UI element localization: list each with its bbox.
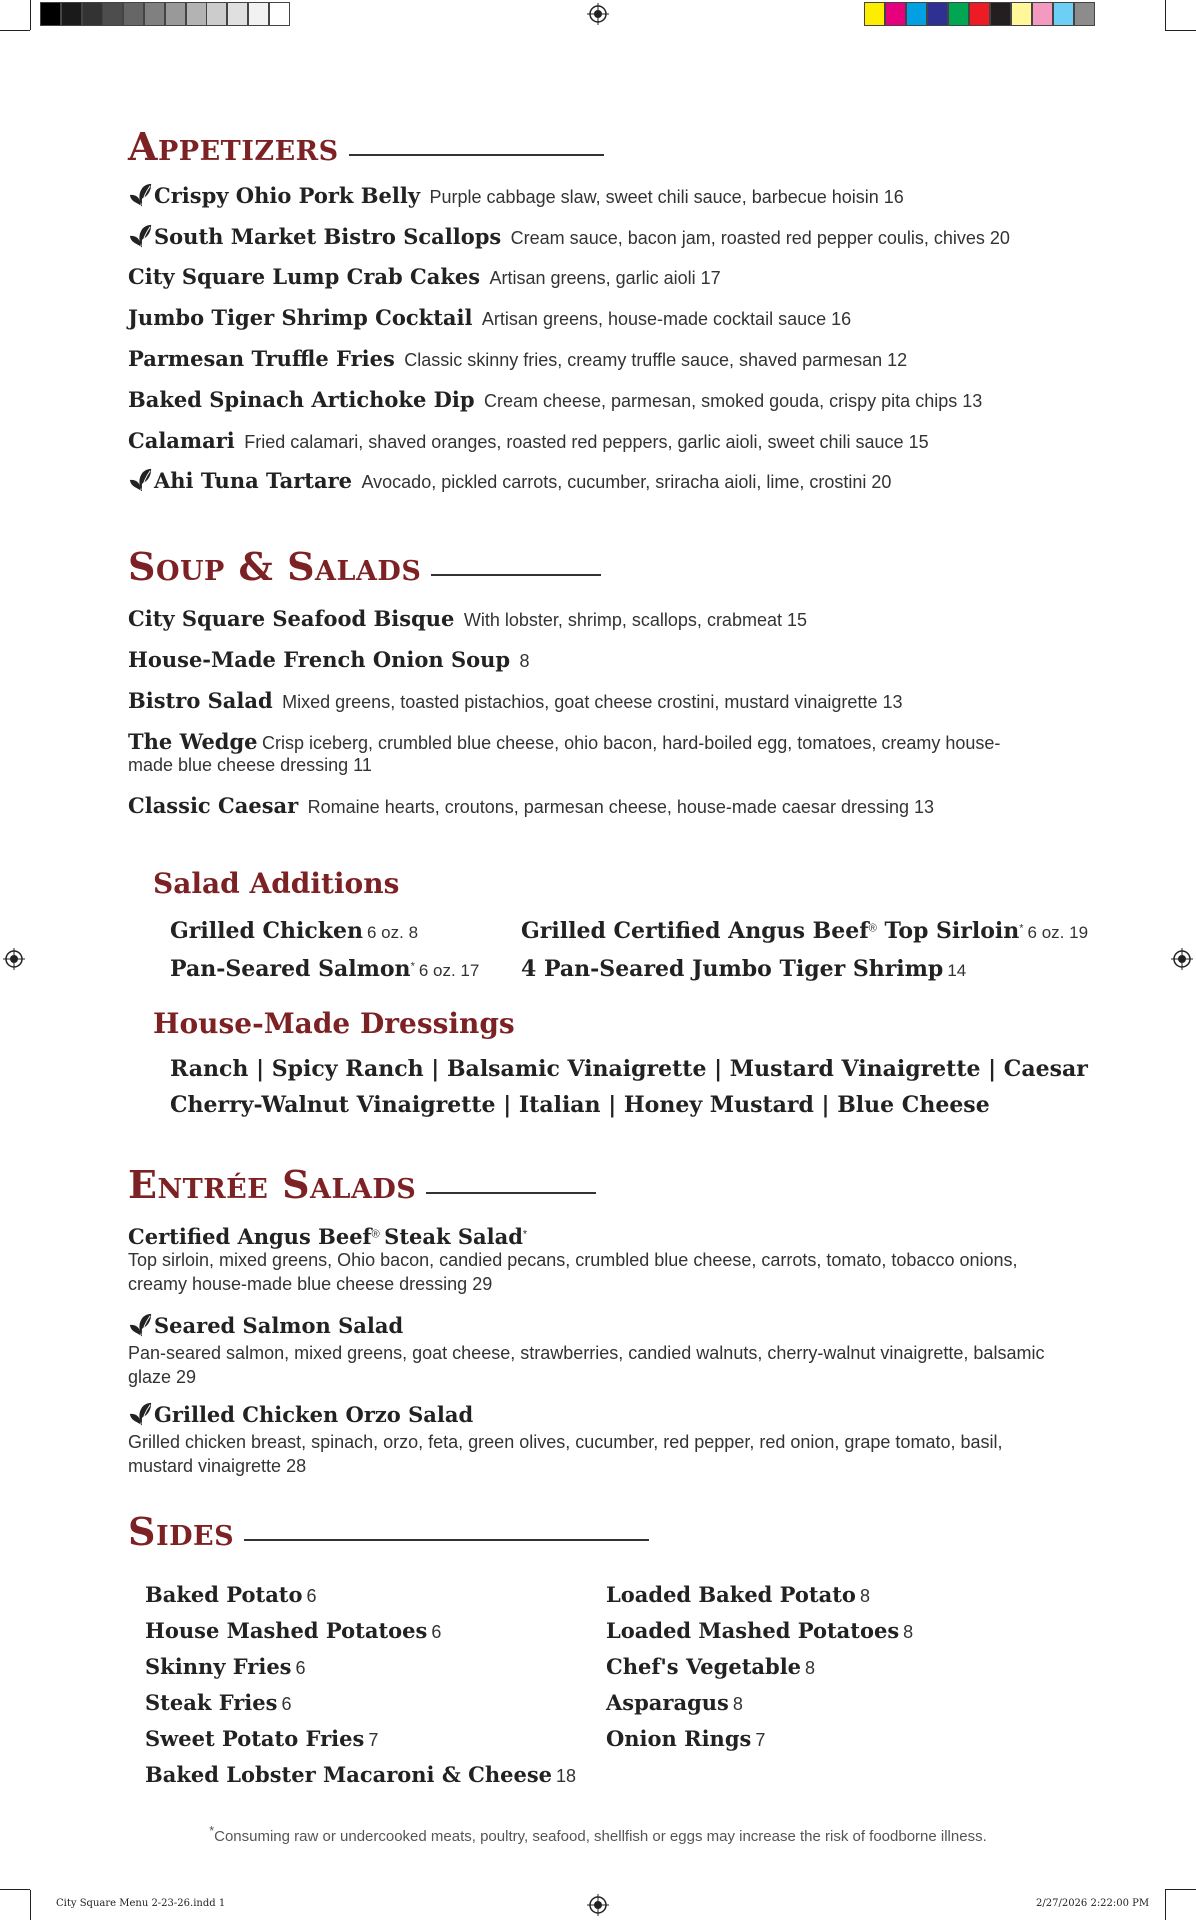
menu-item	[128, 428, 929, 454]
item-name: Certified Angus Beef	[128, 1224, 372, 1249]
entree-item	[128, 1224, 1058, 1296]
crop-mark	[30, 0, 31, 30]
item-name: Asparagus	[606, 1690, 729, 1715]
divider	[426, 1192, 596, 1194]
item-description: Cream cheese, parmesan, smoked gouda, crispy pita chips 13	[483, 391, 983, 411]
color-swatch	[123, 2, 144, 26]
section-title: Appetizers	[128, 124, 339, 169]
item-name: Crispy Ohio Pork Belly	[154, 183, 421, 208]
side-item	[145, 1656, 306, 1678]
item-price: 6	[295, 1658, 306, 1678]
crop-mark	[30, 1890, 31, 1920]
slug-timestamp: 2/27/2026 2:22:00 PM	[1036, 1898, 1150, 1909]
crop-mark	[1165, 30, 1196, 31]
color-swatch	[1032, 2, 1053, 26]
item-description: Artisan greens, garlic aioli 17	[489, 268, 721, 288]
item-price: 8	[903, 1622, 914, 1642]
item-description: 8	[519, 651, 530, 671]
color-swatch	[102, 2, 123, 26]
menu-item	[128, 264, 721, 290]
side-item	[145, 1728, 378, 1750]
side-item	[606, 1620, 913, 1642]
item-name: Baked Spinach Artichoke Dip	[128, 387, 475, 412]
side-item	[145, 1764, 576, 1786]
color-swatch	[206, 2, 227, 26]
menu-item	[128, 606, 807, 632]
addition-item: 4 Pan-Seared Jumbo Tiger Shrimp 14	[521, 956, 967, 982]
registration-mark-icon	[587, 1894, 609, 1916]
dressings-line: Cherry-Walnut Vinaigrette | Italian | Honey Mustard | Blue Cheese	[170, 1092, 990, 1118]
item-description: Grilled chicken breast, spinach, orzo, feta, green olives, cucumber, red pepper, red onion, grape tomato, basil, mustard vinaigrette 28	[128, 1432, 1003, 1476]
item-description: Avocado, pickled carrots, cucumber, sriracha aioli, lime, crostini 20	[361, 472, 892, 492]
addition-item: Grilled Chicken 6 oz. 8	[170, 918, 419, 944]
item-description: With lobster, shrimp, scallops, crabmeat 15	[463, 610, 807, 630]
item-name: Calamari	[128, 428, 235, 453]
item-price: 8	[805, 1658, 816, 1678]
item-name: Ahi Tuna Tartare	[154, 468, 353, 493]
menu-item	[128, 468, 891, 497]
leaf-icon	[128, 1402, 154, 1431]
color-swatch	[61, 2, 82, 26]
dressings-line: Ranch | Spicy Ranch | Balsamic Vinaigrette | Mustard Vinaigrette | Caesar	[170, 1056, 1088, 1082]
item-description: Mixed greens, toasted pistachios, goat cheese crostini, mustard vinaigrette 13	[282, 692, 903, 712]
side-item	[606, 1584, 870, 1606]
asterisk: *	[522, 1228, 528, 1241]
appetizers-heading	[128, 124, 604, 169]
menu-item	[128, 224, 1010, 253]
item-name: Chef's Vegetable	[606, 1654, 802, 1679]
soups-heading	[128, 544, 601, 589]
leaf-icon	[128, 183, 154, 212]
color-swatch	[990, 2, 1011, 26]
color-swatch	[927, 2, 948, 26]
addition-item: Grilled Certified Angus Beef® Top Sirloin* 6 oz. 19	[521, 918, 1089, 944]
color-swatch	[186, 2, 207, 26]
item-description: Top sirloin, mixed greens, Ohio bacon, candied pecans, crumbled blue cheese, carrots, tomato, tobacco onions, creamy house-made blue cheese dressing 29	[128, 1250, 1018, 1294]
divider	[349, 154, 604, 156]
menu-item	[128, 305, 851, 331]
color-swatch	[227, 2, 248, 26]
crop-mark	[1165, 1890, 1166, 1920]
divider	[244, 1539, 649, 1541]
item-description: Classic skinny fries, creamy truffle sauce, shaved parmesan 12	[404, 350, 908, 370]
section-title: Soup & Salads	[128, 544, 422, 589]
side-item	[145, 1584, 317, 1606]
item-name: Steak Salad	[384, 1224, 523, 1249]
item-name: House-Made French Onion Soup	[128, 647, 511, 672]
item-description: Pan-seared salmon, mixed greens, goat cheese, strawberries, candied walnuts, cherry-walnut vinaigrette, balsamic glaze 29	[128, 1343, 1045, 1387]
color-swatch	[40, 2, 61, 26]
salad-additions-heading: Salad Additions	[153, 867, 400, 900]
item-description: Crisp iceberg, crumbled blue cheese, ohio bacon, hard-boiled egg, tomatoes, creamy house-made blue cheese dressing 11	[128, 733, 1001, 775]
item-price: 7	[368, 1730, 379, 1750]
menu-item	[128, 647, 530, 673]
item-name: Grilled Chicken Orzo Salad	[154, 1402, 474, 1427]
menu-item	[128, 729, 1028, 776]
item-price: 8	[859, 1586, 870, 1606]
item-description: Fried calamari, shaved oranges, roasted red peppers, garlic aioli, sweet chili sauce 15	[244, 432, 929, 452]
item-name: Classic Caesar	[128, 793, 299, 818]
item-name: Loaded Baked Potato	[606, 1582, 856, 1607]
item-description: Purple cabbage slaw, sweet chili sauce, barbecue hoisin 16	[429, 187, 904, 207]
item-price: 18	[556, 1766, 577, 1786]
entrees-heading	[128, 1162, 596, 1207]
disclaimer: *Consuming raw or undercooked meats, poultry, seafood, shellfish or eggs may increase the risk of foodborne illness.	[209, 1824, 987, 1845]
item-price: 6	[431, 1622, 442, 1642]
section-title: Entrée Salads	[128, 1162, 417, 1207]
item-name: City Square Lump Crab Cakes	[128, 264, 481, 289]
color-swatch	[948, 2, 969, 26]
entree-item	[128, 1313, 1058, 1389]
leaf-icon	[128, 1313, 154, 1342]
color-swatch	[864, 2, 885, 26]
item-name: Parmesan Truffle Fries	[128, 346, 395, 371]
item-name: House Mashed Potatoes	[145, 1618, 428, 1643]
crop-mark	[1165, 1889, 1196, 1890]
item-name: Jumbo Tiger Shrimp Cocktail	[128, 305, 473, 330]
item-name: Bistro Salad	[128, 688, 273, 713]
registration-mark-icon	[587, 3, 609, 25]
item-price: 6	[281, 1694, 292, 1714]
color-swatch	[82, 2, 103, 26]
registration-mark-icon	[1171, 948, 1193, 970]
side-item	[606, 1728, 765, 1750]
color-swatch	[1011, 2, 1032, 26]
registered-mark: ®	[371, 1228, 380, 1241]
menu-item	[128, 387, 982, 413]
color-swatch	[1074, 2, 1095, 26]
menu-item	[128, 688, 902, 714]
divider	[431, 574, 601, 576]
item-name: Baked Lobster Macaroni & Cheese	[145, 1762, 553, 1787]
item-name: City Square Seafood Bisque	[128, 606, 455, 631]
item-name: South Market Bistro Scallops	[154, 224, 502, 249]
item-name: Loaded Mashed Potatoes	[606, 1618, 900, 1643]
color-swatch	[165, 2, 186, 26]
item-price: 6	[306, 1586, 317, 1606]
menu-item	[128, 183, 904, 212]
item-name: Skinny Fries	[145, 1654, 292, 1679]
leaf-icon	[128, 224, 154, 253]
crop-mark	[1165, 0, 1166, 30]
item-name: Seared Salmon Salad	[154, 1313, 404, 1338]
side-item	[145, 1692, 291, 1714]
entree-item	[128, 1402, 1058, 1478]
crop-mark	[0, 30, 30, 31]
item-description: Cream sauce, bacon jam, roasted red pepper coulis, chives 20	[510, 228, 1010, 248]
color-swatch	[144, 2, 165, 26]
side-item	[145, 1620, 441, 1642]
color-swatch	[1053, 2, 1074, 26]
color-swatch	[906, 2, 927, 26]
item-price: 8	[732, 1694, 743, 1714]
item-name: Onion Rings	[606, 1726, 752, 1751]
crop-mark	[0, 1889, 30, 1890]
color-swatch	[969, 2, 990, 26]
section-title: Sides	[128, 1509, 235, 1554]
color-swatch	[885, 2, 906, 26]
side-item	[606, 1656, 815, 1678]
item-description: Romaine hearts, croutons, parmesan cheese, house-made caesar dressing 13	[307, 797, 934, 817]
item-name: Baked Potato	[145, 1582, 303, 1607]
registration-mark-icon	[3, 948, 25, 970]
dressings-heading: House-Made Dressings	[153, 1007, 515, 1040]
leaf-icon	[128, 468, 154, 497]
menu-item	[128, 793, 934, 819]
slug-filename: City Square Menu 2-23-26.indd 1	[56, 1898, 226, 1909]
item-name: The Wedge	[128, 729, 258, 754]
color-swatch	[269, 2, 290, 26]
sides-heading	[128, 1509, 649, 1554]
item-name: Sweet Potato Fries	[145, 1726, 365, 1751]
side-item	[606, 1692, 743, 1714]
item-description: Artisan greens, house-made cocktail sauce 16	[481, 309, 852, 329]
item-price: 7	[755, 1730, 766, 1750]
menu-item	[128, 346, 907, 372]
item-name: Steak Fries	[145, 1690, 278, 1715]
addition-item: Pan-Seared Salmon* 6 oz. 17	[170, 956, 480, 982]
color-swatch	[248, 2, 269, 26]
